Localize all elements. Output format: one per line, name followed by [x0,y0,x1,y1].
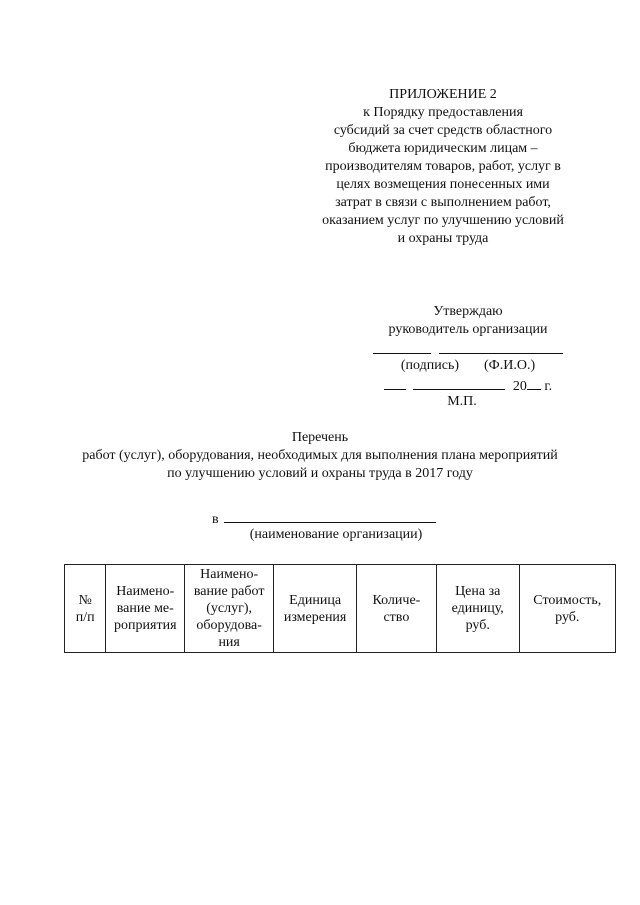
approver-position: руководитель организации [388,322,548,337]
signature-caption: (подпись) [400,358,459,373]
signature-captions [352,357,584,375]
header-cell-number: № п/п [65,565,106,653]
name-caption: (Ф.И.О.) [484,358,536,373]
appendix-line: субсидий за счет средств областного [333,123,553,138]
document-subtitle-line: по улучшению условий и охраны труда в 2017 году [167,466,473,481]
header-cell-works-name: Наимено- вание работ (услуг), оборудова- ния [185,565,274,653]
appendix-line: бюджета юридическим лицам – [348,141,538,156]
appendix-header [298,86,588,248]
organization-line [212,508,442,526]
appendix-line: к Порядку предоставления [363,105,523,120]
document-subtitle-line: работ (услуг), оборудования, необходимых для выполнения плана мероприятий [82,448,558,463]
name-blank [439,339,563,354]
header-cell-total-cost: Стоимость, руб. [519,565,615,653]
year-prefix: 20 [512,379,527,394]
appendix-line: оказанием услуг по улучшению условий [322,213,564,228]
organization-block [212,508,442,544]
appendix-line: производителям товаров, работ, услуг в [325,159,561,174]
day-blank [384,375,406,390]
date-line [352,375,584,393]
signature-blank [373,339,431,354]
appendix-line: и охраны труда [397,231,489,246]
table-header-row [65,565,616,653]
header-cell-unit: Единица измерения [274,565,357,653]
document-title-block [0,429,640,483]
header-cell-quantity: Количе- ство [357,565,437,653]
appendix-title: ПРИЛОЖЕНИЕ 2 [389,87,497,102]
signature-lines [352,339,584,357]
appendix-line: затрат в связи с выполнением работ, [335,195,551,210]
document-heading: Перечень [291,430,349,445]
works-table [64,564,616,653]
year-suffix: г. [544,379,553,394]
month-blank [413,375,505,390]
organization-prefix: в [212,512,219,527]
stamp-label: М.П. [447,394,477,409]
approve-word: Утверждаю [433,304,503,319]
year-blank [527,375,541,390]
header-cell-unit-price: Цена за единицу, руб. [436,565,519,653]
header-cell-event-name: Наимено- вание ме- роприятия [106,565,185,653]
organization-caption: (наименование организации) [249,527,423,542]
organization-blank [224,508,436,523]
appendix-line: целях возмещения понесенных ими [336,177,550,192]
approval-block [352,303,584,411]
